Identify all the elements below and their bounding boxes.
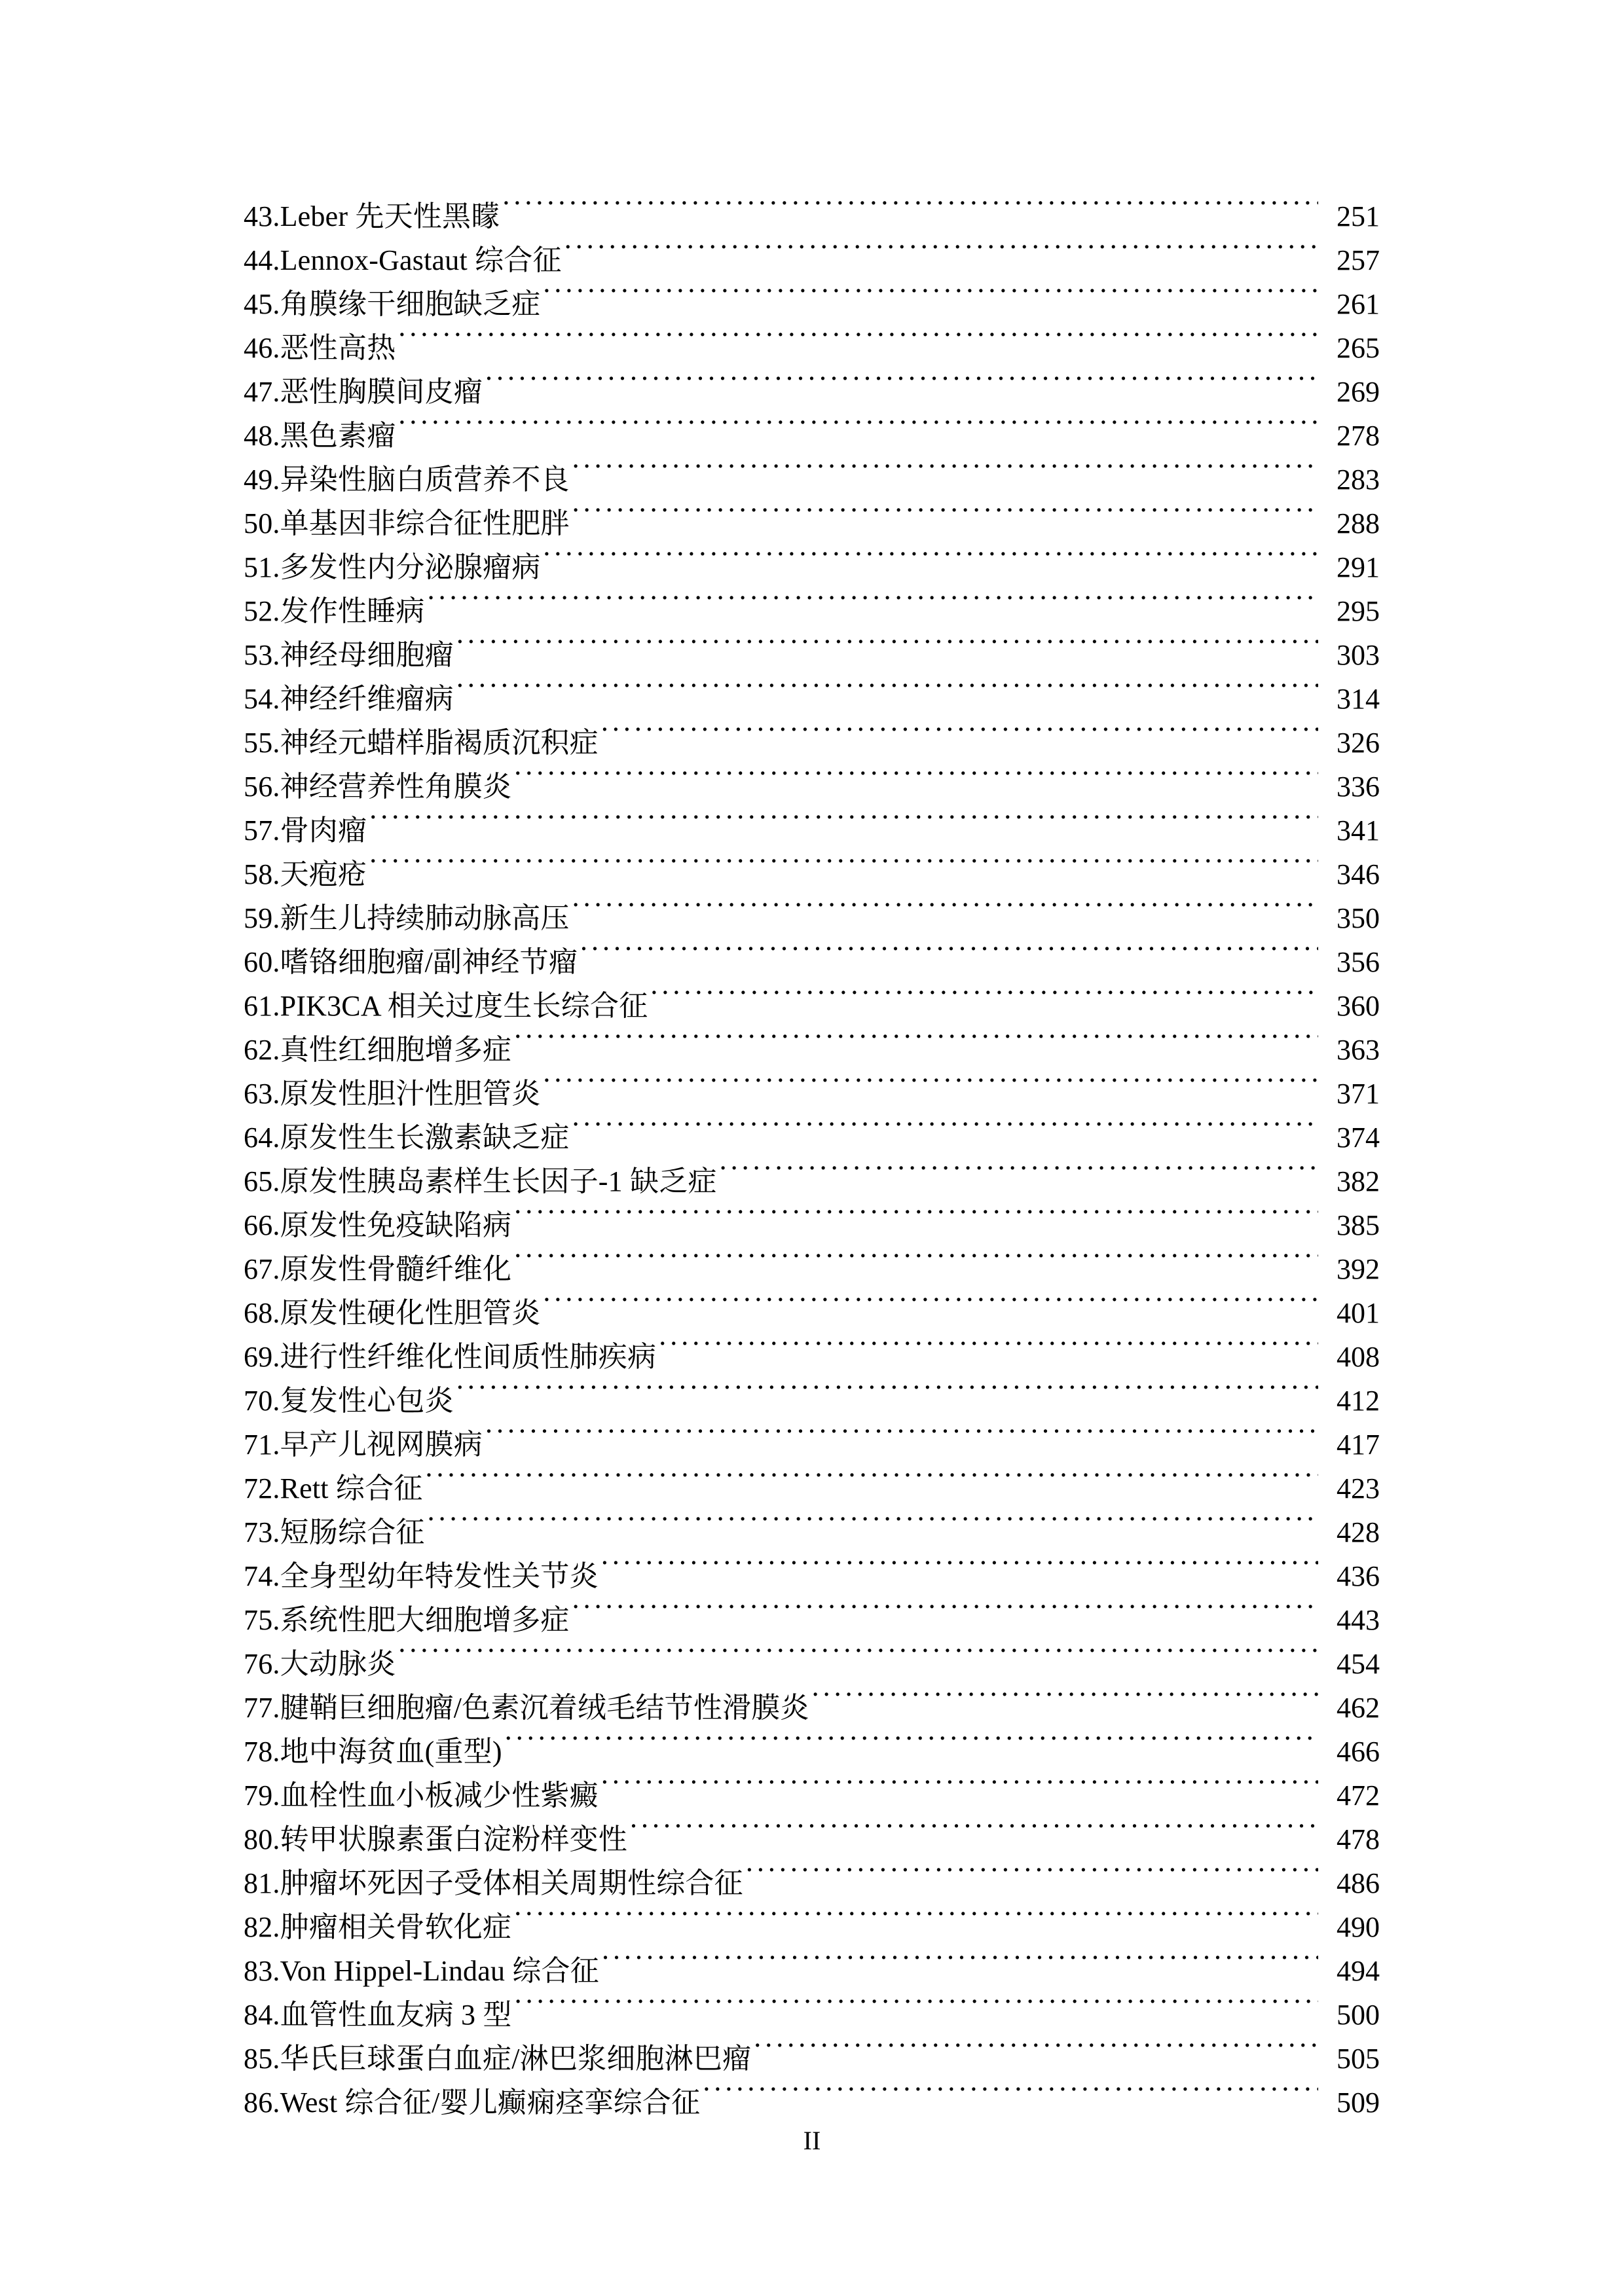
toc-leader-dots [426,1454,1318,1498]
toc-entry-title: 67.原发性骨髓纤维化 [244,1253,512,1285]
toc-entry-title: 70.复发性心包炎 [244,1385,454,1417]
toc-leader-dots [602,1937,1318,1980]
page-footer-number: II [803,2126,821,2155]
toc-leader-dots [485,1410,1318,1454]
toc-entry-title: 61.PIK3CA 相关过度生长综合征 [244,990,648,1022]
toc-entry-page-number: 371 [1337,1078,1380,1110]
toc-entry[interactable] [244,884,1380,934]
toc-entry-page-number: 490 [1337,1911,1380,1943]
toc-entry[interactable] [244,796,1380,847]
toc-entry[interactable] [244,401,1380,452]
toc-entry-title: 63.原发性胆汁性胆管炎 [244,1078,541,1110]
toc-entry-page-number: 291 [1337,551,1380,583]
toc-leader-dots [572,489,1318,533]
toc-entry-page-number: 350 [1337,902,1380,934]
toc-entry-label: 黑色素瘤 [280,420,396,452]
toc-entry-title: 65.原发性胰岛素样生长因子-1 缺乏症 [244,1165,717,1197]
toc-leader-dots [572,1103,1318,1147]
toc-entry-page-number: 486 [1337,1867,1380,1899]
toc-entry-page-number: 356 [1337,946,1380,978]
toc-entry-label: 华氏巨球蛋白血症/淋巴浆细胞淋巴瘤 [280,2043,752,2075]
toc-entry-label: 大动脉炎 [280,1648,396,1680]
table-of-contents [244,182,1380,2119]
toc-leader-dots [456,1366,1318,1410]
toc-leader-dots [398,314,1318,357]
toc-entry-label: 恶性高热 [280,332,396,364]
toc-leader-dots [720,1147,1318,1191]
toc-leader-dots [456,665,1318,708]
toc-entry-label: 短肠综合征 [280,1516,425,1548]
toc-entry-title: 51.多发性内分泌腺瘤病 [244,551,541,583]
toc-entry-title: 66.原发性免疫缺陷病 [244,1209,512,1241]
toc-entry-title: 73.短肠综合征 [244,1516,425,1548]
toc-entry-page-number: 278 [1337,420,1380,452]
toc-entry-title: 74.全身型幼年特发性关节炎 [244,1560,599,1592]
toc-entry-label: Rett 综合征 [280,1472,423,1504]
toc-entry-title: 46.恶性高热 [244,332,396,364]
toc-leader-dots [543,533,1318,577]
toc-leader-dots [572,1586,1318,1630]
toc-leader-dots [505,1717,1318,1761]
toc-entry-label: 早产儿视网膜病 [280,1429,483,1461]
toc-entry-page-number: 288 [1337,507,1380,539]
toc-entry-label: 原发性骨髓纤维化 [280,1253,512,1285]
toc-leader-dots [398,1630,1318,1673]
toc-entry-title: 80.转甲状腺素蛋白淀粉样变性 [244,1823,628,1855]
toc-leader-dots [514,1893,1318,1937]
toc-entry-title: 58.天疱疮 [244,858,367,890]
toc-entry-title: 77.腱鞘巨细胞瘤/色素沉着绒毛结节性滑膜炎 [244,1692,809,1724]
toc-entry[interactable] [244,445,1380,496]
toc-entry-title: 76.大动脉炎 [244,1648,396,1680]
toc-entry-title: 45.角膜缘干细胞缺乏症 [244,288,541,320]
toc-leader-dots [659,1322,1318,1366]
toc-entry-page-number: 341 [1337,814,1380,847]
toc-leader-dots [502,182,1318,226]
toc-entry-title: 81.肿瘤坏死因子受体相关周期性综合征 [244,1867,743,1899]
toc-entry-title: 48.黑色素瘤 [244,420,396,452]
toc-entry-page-number: 505 [1337,2043,1380,2075]
toc-entry-label: 多发性内分泌腺瘤病 [280,551,541,583]
toc-leader-dots [703,2068,1318,2112]
toc-leader-dots [601,708,1318,752]
toc-entry[interactable] [244,357,1380,408]
toc-entry-title: 56.神经营养性角膜炎 [244,771,512,803]
toc-leader-dots [543,270,1318,314]
toc-entry-label: 复发性心包炎 [280,1385,454,1417]
toc-entry-page-number: 392 [1337,1253,1380,1285]
toc-entry-title: 68.原发性硬化性胆管炎 [244,1297,541,1329]
toc-entry-title: 78.地中海贫血(重型) [244,1736,502,1768]
toc-leader-dots [543,1279,1318,1322]
toc-entry-label: 肿瘤坏死因子受体相关周期性综合征 [280,1867,743,1899]
toc-entry-page-number: 363 [1337,1034,1380,1066]
toc-entry-label: 神经元蜡样脂褐质沉积症 [280,727,599,759]
toc-entry-title: 43.Leber 先天性黑矇 [244,200,500,232]
toc-entry-page-number: 265 [1337,332,1380,364]
toc-entry-page-number: 466 [1337,1736,1380,1768]
toc-leader-dots [485,357,1318,401]
toc-leader-dots [572,884,1318,928]
toc-entry-page-number: 261 [1337,288,1380,320]
toc-leader-dots [515,1980,1318,2024]
toc-entry-title: 59.新生儿持续肺动脉高压 [244,902,570,934]
toc-entry-label: 发作性睡病 [280,595,425,627]
toc-leader-dots [514,752,1318,796]
toc-leader-dots [428,577,1318,621]
toc-entry-page-number: 360 [1337,990,1380,1022]
toc-entry-page-number: 251 [1337,200,1380,232]
toc-leader-dots [650,972,1318,1015]
toc-entry-page-number: 436 [1337,1560,1380,1592]
toc-entry-label: Leber 先天性黑矇 [280,200,500,232]
toc-leader-dots [601,1542,1318,1586]
toc-entry-label: 系统性肥大细胞增多症 [280,1604,570,1636]
toc-entry-label: 异染性脑白质营养不良 [280,464,570,496]
toc-entry-page-number: 454 [1337,1648,1380,1680]
toc-entry-title: 55.神经元蜡样脂褐质沉积症 [244,727,599,759]
toc-leader-dots [601,1761,1318,1805]
toc-entry-title: 85.华氏巨球蛋白血症/淋巴浆细胞淋巴瘤 [244,2043,752,2075]
toc-entry-title: 62.真性红细胞增多症 [244,1034,512,1066]
toc-entry-page-number: 385 [1337,1209,1380,1241]
toc-entry-title: 47.恶性胸膜间皮瘤 [244,376,483,408]
toc-entry-title: 84.血管性血友病 3 型 [244,1999,512,2031]
toc-leader-dots [428,1498,1318,1542]
toc-entry-label: 进行性纤维化性间质性肺疾病 [280,1341,657,1373]
toc-entry-page-number: 494 [1337,1955,1380,1987]
toc-entry-page-number: 303 [1337,639,1380,671]
toc-entry-title: 57.骨肉瘤 [244,814,367,847]
toc-entry-label: 原发性胆汁性胆管炎 [280,1078,541,1110]
toc-entry-label: 血管性血友病 3 型 [280,1999,512,2031]
toc-leader-dots [754,2024,1318,2068]
toc-entry-title: 50.单基因非综合征性肥胖 [244,507,570,539]
toc-entry-title: 54.神经纤维瘤病 [244,683,454,715]
toc-entry-page-number: 336 [1337,771,1380,803]
toc-leader-dots [580,928,1318,972]
toc-entry-page-number: 443 [1337,1604,1380,1636]
toc-entry-label: 肿瘤相关骨软化症 [280,1911,512,1943]
toc-entry-label: 单基因非综合征性肥胖 [280,507,570,539]
toc-entry[interactable] [244,1630,1380,1680]
toc-leader-dots [398,401,1318,445]
toc-entry-title: 71.早产儿视网膜病 [244,1429,483,1461]
toc-entry-label: 恶性胸膜间皮瘤 [280,376,483,408]
toc-entry-page-number: 401 [1337,1297,1380,1329]
toc-leader-dots [369,796,1318,840]
toc-entry-label: 新生儿持续肺动脉高压 [280,902,570,934]
toc-leader-dots [514,1191,1318,1235]
toc-leader-dots [456,621,1318,665]
toc-leader-dots [572,445,1318,489]
toc-entry-label: 原发性免疫缺陷病 [280,1209,512,1241]
toc-entry-label: 原发性硬化性胆管炎 [280,1297,541,1329]
toc-entry-title: 49.异染性脑白质营养不良 [244,464,570,496]
toc-entry-label: 角膜缘干细胞缺乏症 [280,288,541,320]
toc-entry-label: 全身型幼年特发性关节炎 [280,1560,599,1592]
toc-entry-page-number: 478 [1337,1823,1380,1855]
toc-entry-page-number: 417 [1337,1429,1380,1461]
toc-entry[interactable] [244,840,1380,890]
toc-entry-page-number: 509 [1337,2086,1380,2119]
toc-leader-dots [812,1673,1318,1717]
toc-entry-page-number: 326 [1337,727,1380,759]
toc-entry-page-number: 283 [1337,464,1380,496]
toc-entry-title: 82.肿瘤相关骨软化症 [244,1911,512,1943]
toc-entry-title: 83.Von Hippel-Lindau 综合征 [244,1955,599,1987]
toc-entry-page-number: 428 [1337,1516,1380,1548]
toc-leader-dots [514,1015,1318,1059]
toc-entry-page-number: 374 [1337,1121,1380,1154]
toc-leader-dots [746,1849,1318,1893]
toc-entry-label: 骨肉瘤 [280,814,367,847]
toc-entry-page-number: 314 [1337,683,1380,715]
toc-entry-title: 60.嗜铬细胞瘤/副神经节瘤 [244,946,578,978]
toc-entry-label: 嗜铬细胞瘤/副神经节瘤 [280,946,578,978]
toc-entry-title: 75.系统性肥大细胞增多症 [244,1604,570,1636]
toc-entry-label: 腱鞘巨细胞瘤/色素沉着绒毛结节性滑膜炎 [280,1692,809,1724]
toc-entry[interactable] [244,1673,1380,1724]
toc-entry-page-number: 269 [1337,376,1380,408]
toc-entry-label: PIK3CA 相关过度生长综合征 [280,990,648,1022]
toc-entry-title: 53.神经母细胞瘤 [244,639,454,671]
toc-entry-label: West 综合征/婴儿癫痫痉挛综合征 [280,2086,701,2119]
toc-entry-label: Lennox-Gastaut 综合征 [280,244,562,276]
toc-entry-label: 转甲状腺素蛋白淀粉样变性 [280,1823,628,1855]
toc-entry-label: 真性红细胞增多症 [280,1034,512,1066]
toc-entry-label: 神经母细胞瘤 [280,639,454,671]
toc-entry-page-number: 346 [1337,858,1380,890]
toc-entry-page-number: 412 [1337,1385,1380,1417]
toc-entry[interactable] [244,314,1380,364]
toc-entry[interactable] [244,182,1380,232]
toc-leader-dots [630,1805,1318,1849]
toc-entry-label: 天疱疮 [280,858,367,890]
toc-entry-label: 神经纤维瘤病 [280,683,454,715]
toc-entry-page-number: 408 [1337,1341,1380,1373]
toc-entry-page-number: 295 [1337,595,1380,627]
toc-leader-dots [564,226,1318,270]
toc-entry-page-number: 500 [1337,1999,1380,2031]
toc-entry-title: 69.进行性纤维化性间质性肺疾病 [244,1341,657,1373]
toc-entry-title: 52.发作性睡病 [244,595,425,627]
toc-entry-title: 86.West 综合征/婴儿癫痫痉挛综合征 [244,2086,701,2119]
toc-leader-dots [369,840,1318,884]
toc-entry-title: 44.Lennox-Gastaut 综合征 [244,244,562,276]
toc-entry-label: 地中海贫血(重型) [280,1736,502,1768]
toc-entry-page-number: 462 [1337,1692,1380,1724]
toc-entry-page-number: 382 [1337,1165,1380,1197]
toc-entry-label: 原发性胰岛素样生长因子-1 缺乏症 [280,1165,717,1197]
toc-entry-title: 64.原发性生长激素缺乏症 [244,1121,570,1154]
toc-entry-page-number: 423 [1337,1472,1380,1504]
toc-entry-page-number: 472 [1337,1779,1380,1812]
toc-entry-label: 神经营养性角膜炎 [280,771,512,803]
toc-entry-page-number: 257 [1337,244,1380,276]
toc-leader-dots [543,1059,1318,1103]
toc-entry-title: 72.Rett 综合征 [244,1472,423,1504]
toc-entry-label: 血栓性血小板减少性紫癜 [280,1779,599,1812]
toc-entry-label: 原发性生长激素缺乏症 [280,1121,570,1154]
toc-leader-dots [514,1235,1318,1279]
toc-entry-label: Von Hippel-Lindau 综合征 [280,1955,599,1987]
toc-entry-title: 79.血栓性血小板减少性紫癜 [244,1779,599,1812]
